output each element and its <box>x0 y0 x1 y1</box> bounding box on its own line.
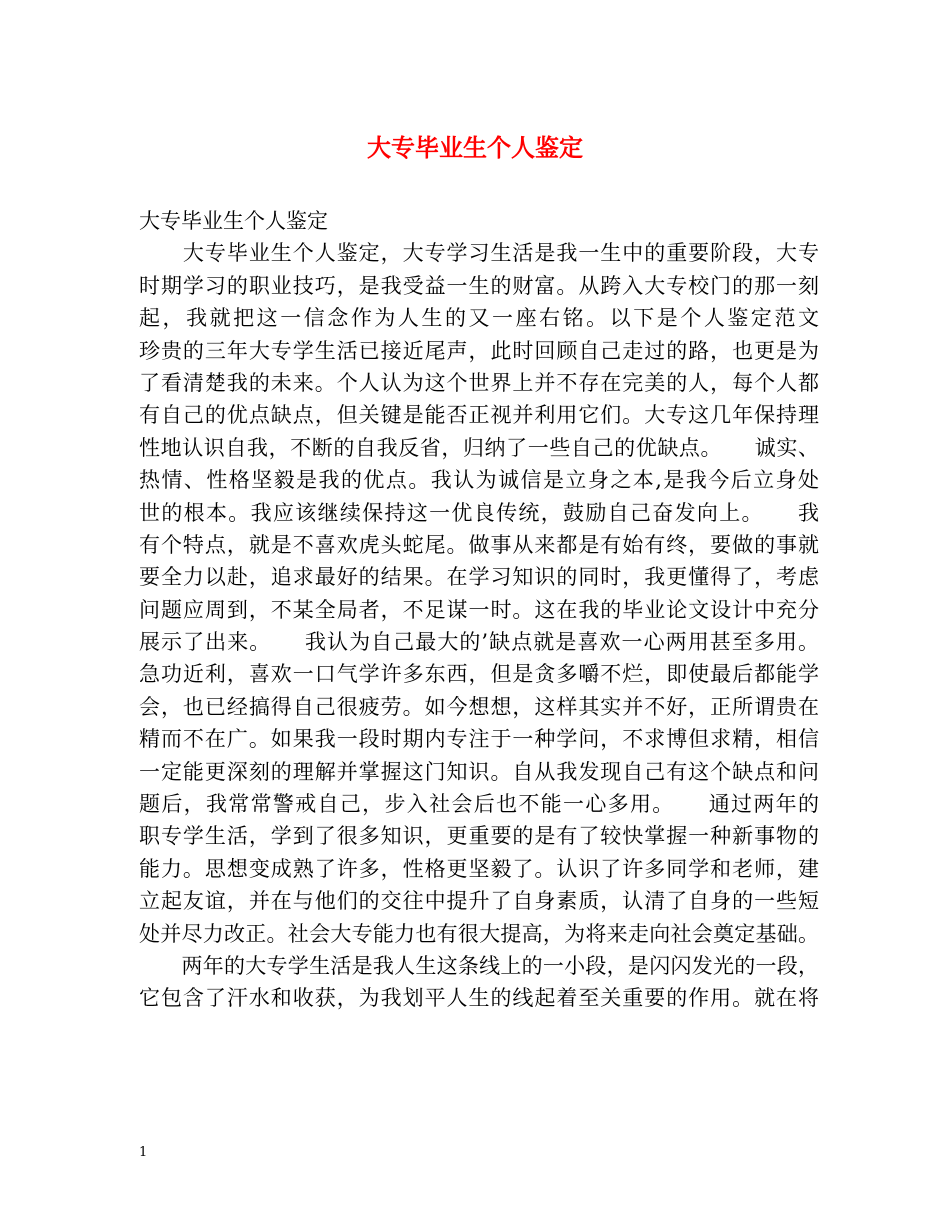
body-line: 世的根本。我应该继续保持这一优良传统，鼓励自己奋发向上。 我 <box>139 500 819 525</box>
body-line: 它包含了汗水和收获，为我划平人生的线起着至关重要的作用。就在将 <box>139 986 819 1011</box>
body-line: 有自己的优点缺点，但关键是能否正视并利用它们。大专这几年保持理 <box>139 403 819 428</box>
body-line: 展示了出来。 我认为自己最大的’缺点就是喜欢一心两用甚至多用。 <box>139 630 819 655</box>
document-title: 大专毕业生个人鉴定 <box>367 133 583 162</box>
page-number: 1 <box>139 1145 148 1160</box>
body-line: 题后，我常常警戒自己，步入社会后也不能一心多用。 通过两年的 <box>139 792 819 817</box>
body-line: 两年的大专学生活是我人生这条线上的一小段，是闪闪发光的一段， <box>139 953 819 978</box>
document-body <box>139 205 819 1015</box>
body-line: 立起友谊，并在与他们的交往中提升了自身素质，认清了自身的一些短 <box>139 889 819 914</box>
body-line: 要全力以赴，追求最好的结果。在学习知识的同时，我更懂得了，考虑 <box>139 565 819 590</box>
body-line: 会，也已经搞得自己很疲劳。如今想想，这样其实并不好，正所谓贵在 <box>139 694 819 719</box>
body-line: 问题应周到，不某全局者，不足谋一时。这在我的毕业论文设计中充分 <box>139 597 819 622</box>
body-line: 性地认识自我，不断的自我反省，归纳了一些自己的优缺点。 诚实、 <box>139 435 819 460</box>
body-line: 急功近利，喜欢一口气学许多东西，但是贪多嚼不烂，即使最后都能学 <box>139 662 819 687</box>
body-line: 大专毕业生个人鉴定 <box>139 209 328 233</box>
body-line: 有个特点，就是不喜欢虎头蛇尾。做事从来都是有始有终，要做的事就 <box>139 532 819 557</box>
body-line: 一定能更深刻的理解并掌握这门知识。自从我发现自己有这个缺点和问 <box>139 759 819 784</box>
body-line: 精而不在广。如果我一段时期内专注于一种学问，不求博但求精，相信 <box>139 727 819 752</box>
body-line: 大专毕业生个人鉴定，大专学习生活是我一生中的重要阶段，大专 <box>139 241 819 266</box>
body-line: 能力。思想变成熟了许多，性格更坚毅了。认识了许多同学和老师，建 <box>139 856 819 881</box>
body-line: 了看清楚我的未来。个人认为这个世界上并不存在完美的人，每个人都 <box>139 370 819 395</box>
body-line: 时期学习的职业技巧，是我受益一生的财富。从跨入大专校门的那一刻 <box>139 273 819 298</box>
body-line: 职专学生活，学到了很多知识，更重要的是有了较快掌握一种新事物的 <box>139 824 819 849</box>
body-line: 起，我就把这一信念作为人生的又一座右铭。以下是个人鉴定范文 <box>139 306 819 331</box>
body-line: 处并尽力改正。社会大专能力也有很大提高，为将来走向社会奠定基础。 <box>139 921 819 946</box>
body-line: 珍贵的三年大专学生活已接近尾声，此时回顾自己走过的路，也更是为 <box>139 338 819 363</box>
body-line: 热情、性格坚毅是我的优点。我认为诚信是立身之本,是我今后立身处 <box>139 468 819 493</box>
